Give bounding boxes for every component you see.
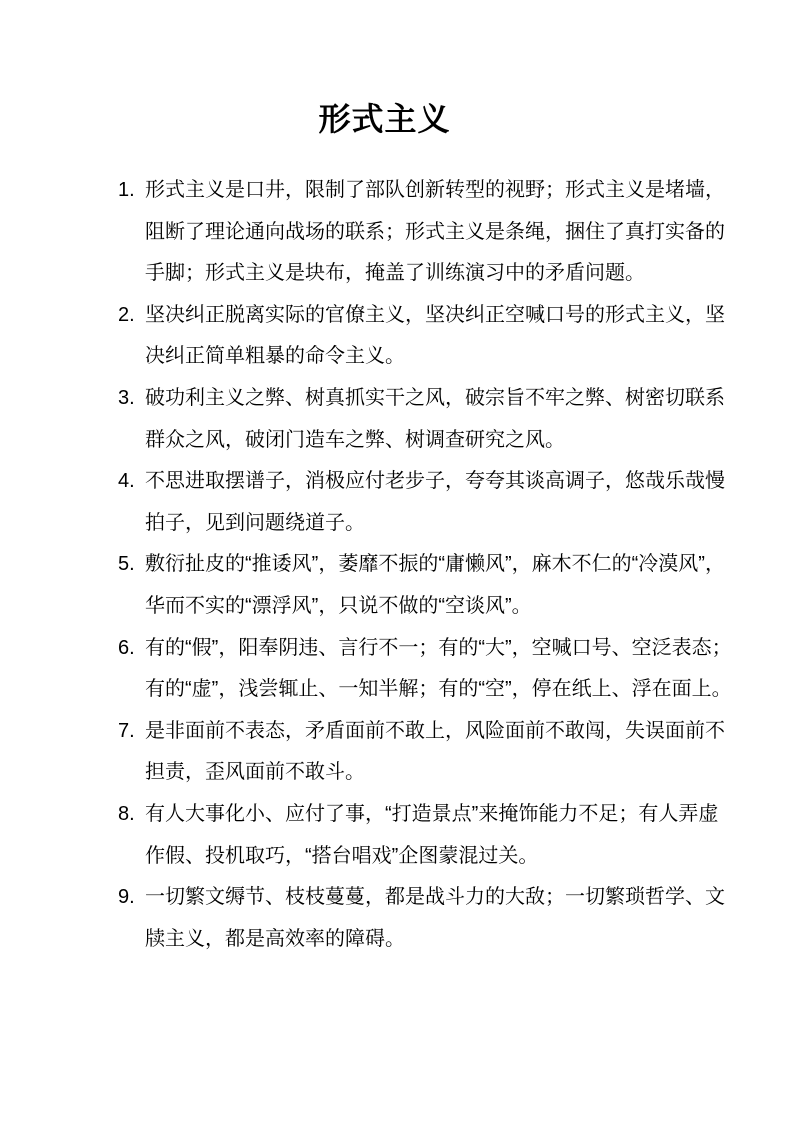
list-item-number: 9. [118, 886, 135, 909]
list-item-text: 形式主义是口井，限制了部队创新转型的视野；形式主义是堵墙，阻断了理论通向战场的联系；形式主义是条绳，捆住了真打实备的手脚；形式主义是块布，掩盖了训练演习中的矛盾问题。 [145, 179, 725, 285]
list-item-text: 不思进取摆谱子，消极应付老步子，夸夸其谈高调子，悠哉乐哉慢拍子，见到问题绕道子。 [145, 470, 725, 534]
list-item-number: 1. [118, 179, 135, 201]
list-item-text: 敷衍扯皮的“推诿风”，萎靡不振的“庸懒风”，麻木不仁的“冷漠风”，华而不实的“漂浮风”，只说不做的“空谈风”。 [145, 553, 725, 617]
list-item-number: 7. [118, 719, 135, 742]
list-item [118, 877, 735, 960]
list-item-text: 有人大事化小、应付了事，“打造景点”来掩饰能力不足；有人弄虚作假、投机取巧，“搭台唱戏”企图蒙混过关。 [145, 802, 719, 867]
list-item-text: 破功利主义之弊、树真抓实干之风，破宗旨不牢之弊、树密切联系群众之风，破闭门造车之弊、树调查研究之风。 [145, 386, 725, 451]
list-item-text: 是非面前不表态，矛盾面前不敢上，风险面前不敢闯，失误面前不担责，歪风面前不敢斗。 [145, 719, 725, 784]
list-item [118, 794, 735, 877]
list-item-text: 一切繁文缛节、枝枝蔓蔓，都是战斗力的大敌；一切繁琐哲学、文牍主义，都是高效率的障碍。 [145, 886, 725, 950]
list-item [118, 544, 735, 627]
list-item [118, 461, 735, 544]
list-item-number: 4. [118, 470, 135, 493]
list-item-text: 有的“假”，阳奉阴违、言行不一；有的“大”，空喊口号、空泛表态；有的“虚”，浅尝辄止、一知半解；有的“空”，停在纸上、浮在面上。 [145, 636, 732, 701]
list-item-number: 3. [118, 386, 135, 409]
list-item-number: 2. [118, 303, 135, 326]
list-item [118, 711, 735, 794]
list-item [118, 170, 735, 295]
list-item-number: 8. [118, 802, 135, 825]
list-item-text: 坚决纠正脱离实际的官僚主义，坚决纠正空喊口号的形式主义，坚决纠正简单粗暴的命令主义。 [145, 303, 725, 368]
list-item-number: 5. [118, 553, 135, 576]
numbered-list [118, 170, 735, 960]
list-item [118, 378, 735, 461]
list-item-number: 6. [118, 636, 135, 659]
page-title: 形式主义 [318, 101, 451, 137]
list-item [118, 628, 735, 711]
list-item [118, 295, 735, 378]
